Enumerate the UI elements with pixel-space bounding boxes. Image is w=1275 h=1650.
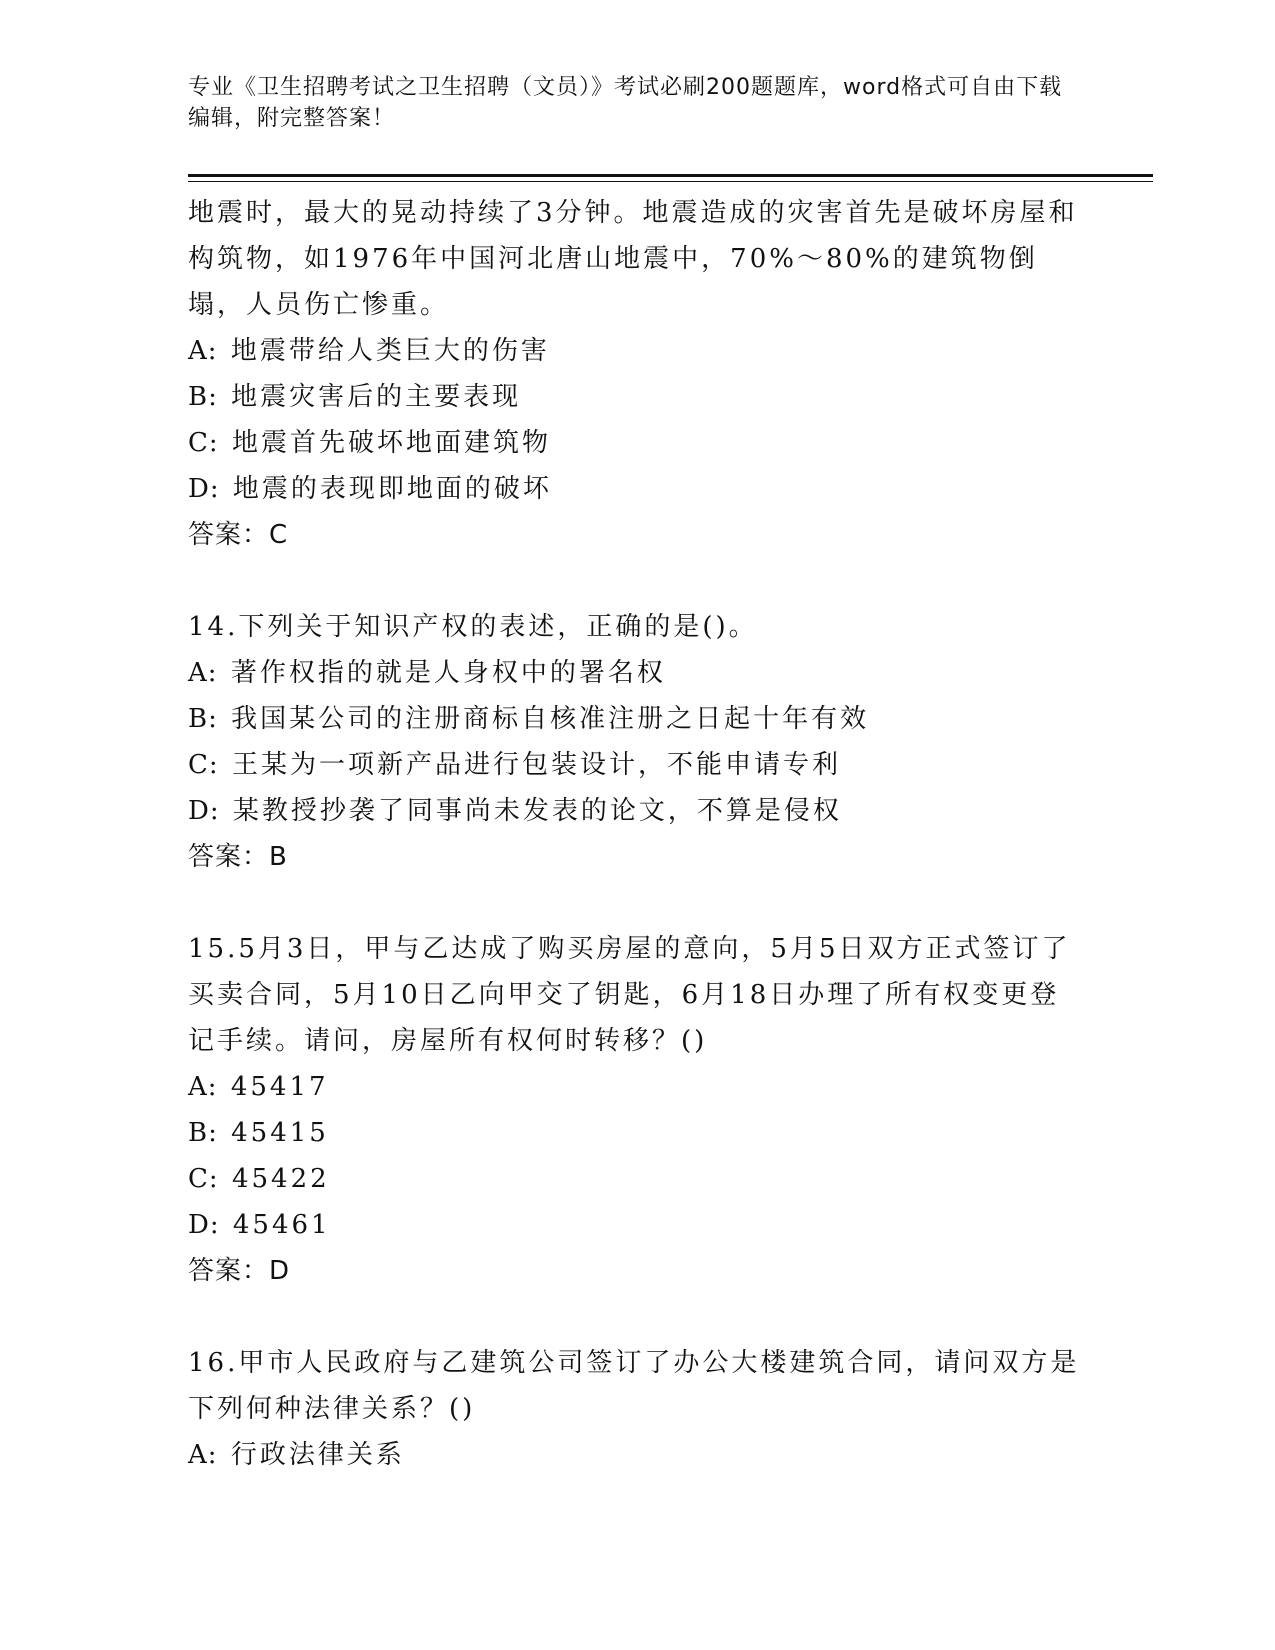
option-d: D: 45461	[188, 1210, 331, 1240]
option-text: 某教授抄袭了同事尚未发表的论文，不算是侵权	[232, 796, 842, 826]
question-text: 16.甲市人民政府与乙建筑公司签订了办公大楼建筑合同，请问双方是下列何种法律关系？()	[188, 1348, 1080, 1424]
option-b: B: 我国某公司的注册商标自核准注册之日起十年有效	[188, 704, 870, 734]
answer-line	[188, 1248, 1088, 1294]
option-text: 行政法律关系	[230, 1440, 405, 1470]
option-a: A: 45417	[188, 1072, 329, 1102]
option-a: A: 地震带给人类巨大的伤害	[188, 336, 550, 366]
option-text: 地震带给人类巨大的伤害	[230, 336, 550, 366]
option-letter: D	[188, 796, 210, 826]
answer-prefix: 答案：	[188, 842, 270, 872]
option-letter: D	[188, 474, 210, 504]
option-letter: C	[188, 1164, 209, 1194]
option-letter: A	[188, 658, 208, 688]
option-letter: A	[188, 1072, 208, 1102]
option-text: 地震首先破坏地面建筑物	[231, 428, 551, 458]
option-letter: A	[188, 336, 208, 366]
question-text: 15.5月3日，甲与乙达成了购买房屋的意向，5月5日双方正式签订了买卖合同，5月10日乙向甲交了钥匙，6月18日办理了所有权变更登记手续。请问，房屋所有权何时转移？()	[188, 934, 1071, 1056]
answer-prefix: 答案：	[188, 1256, 270, 1286]
answer-prefix: 答案：	[188, 520, 270, 550]
option-text: 45422	[231, 1164, 330, 1194]
question-13	[188, 190, 1088, 558]
option-c: C: 王某为一项新产品进行包装设计，不能申请专利	[188, 750, 841, 780]
option-text: 我国某公司的注册商标自核准注册之日起十年有效	[231, 704, 870, 734]
option-c: C: 地震首先破坏地面建筑物	[188, 428, 551, 458]
option-letter: C	[188, 750, 209, 780]
question-text: 14.下列关于知识产权的表述，正确的是()。	[188, 612, 758, 642]
header-rule-thin	[188, 181, 1153, 182]
option-text: 地震的表现即地面的破坏	[232, 474, 552, 504]
option-text: 著作权指的就是人身权中的署名权	[230, 658, 666, 688]
option-letter: B	[188, 382, 209, 412]
option-c: C: 45422	[188, 1164, 330, 1194]
option-letter: D	[188, 1210, 210, 1240]
document-title: 专业《卫生招聘考试之卫生招聘（文员）》考试必刷200题题库，word格式可自由下载编辑，附完整答案！	[188, 75, 1063, 131]
answer-line	[188, 834, 1088, 880]
option-text: 45461	[232, 1210, 331, 1240]
question-14	[188, 604, 1088, 880]
option-text: 45417	[230, 1072, 329, 1102]
option-d: D: 地震的表现即地面的破坏	[188, 474, 552, 504]
option-letter: A	[188, 1440, 208, 1470]
option-letter: B	[188, 1118, 209, 1148]
document-header	[188, 72, 1068, 134]
answer-value: B	[269, 842, 288, 872]
option-a: A: 行政法律关系	[188, 1440, 405, 1470]
option-text: 45415	[231, 1118, 329, 1148]
question-15	[188, 926, 1088, 1294]
option-d: D: 某教授抄袭了同事尚未发表的论文，不算是侵权	[188, 796, 842, 826]
question-text: 地震时，最大的晃动持续了3分钟。地震造成的灾害首先是破坏房屋和构筑物，如1976年中国河北唐山地震中，70%～80%的建筑物倒塌，人员伤亡惨重。	[188, 198, 1078, 320]
question-16	[188, 1340, 1088, 1478]
answer-value: D	[269, 1256, 291, 1286]
option-a: A: 著作权指的就是人身权中的署名权	[188, 658, 666, 688]
answer-line	[188, 512, 1088, 558]
option-text: 地震灾害后的主要表现	[231, 382, 522, 412]
option-letter: C	[188, 428, 209, 458]
answer-value: C	[269, 520, 289, 550]
option-letter: B	[188, 704, 209, 734]
header-rule-thick	[188, 174, 1153, 177]
question-list	[188, 190, 1088, 1524]
option-text: 王某为一项新产品进行包装设计，不能申请专利	[231, 750, 841, 780]
option-b: B: 地震灾害后的主要表现	[188, 382, 522, 412]
option-b: B: 45415	[188, 1118, 329, 1148]
